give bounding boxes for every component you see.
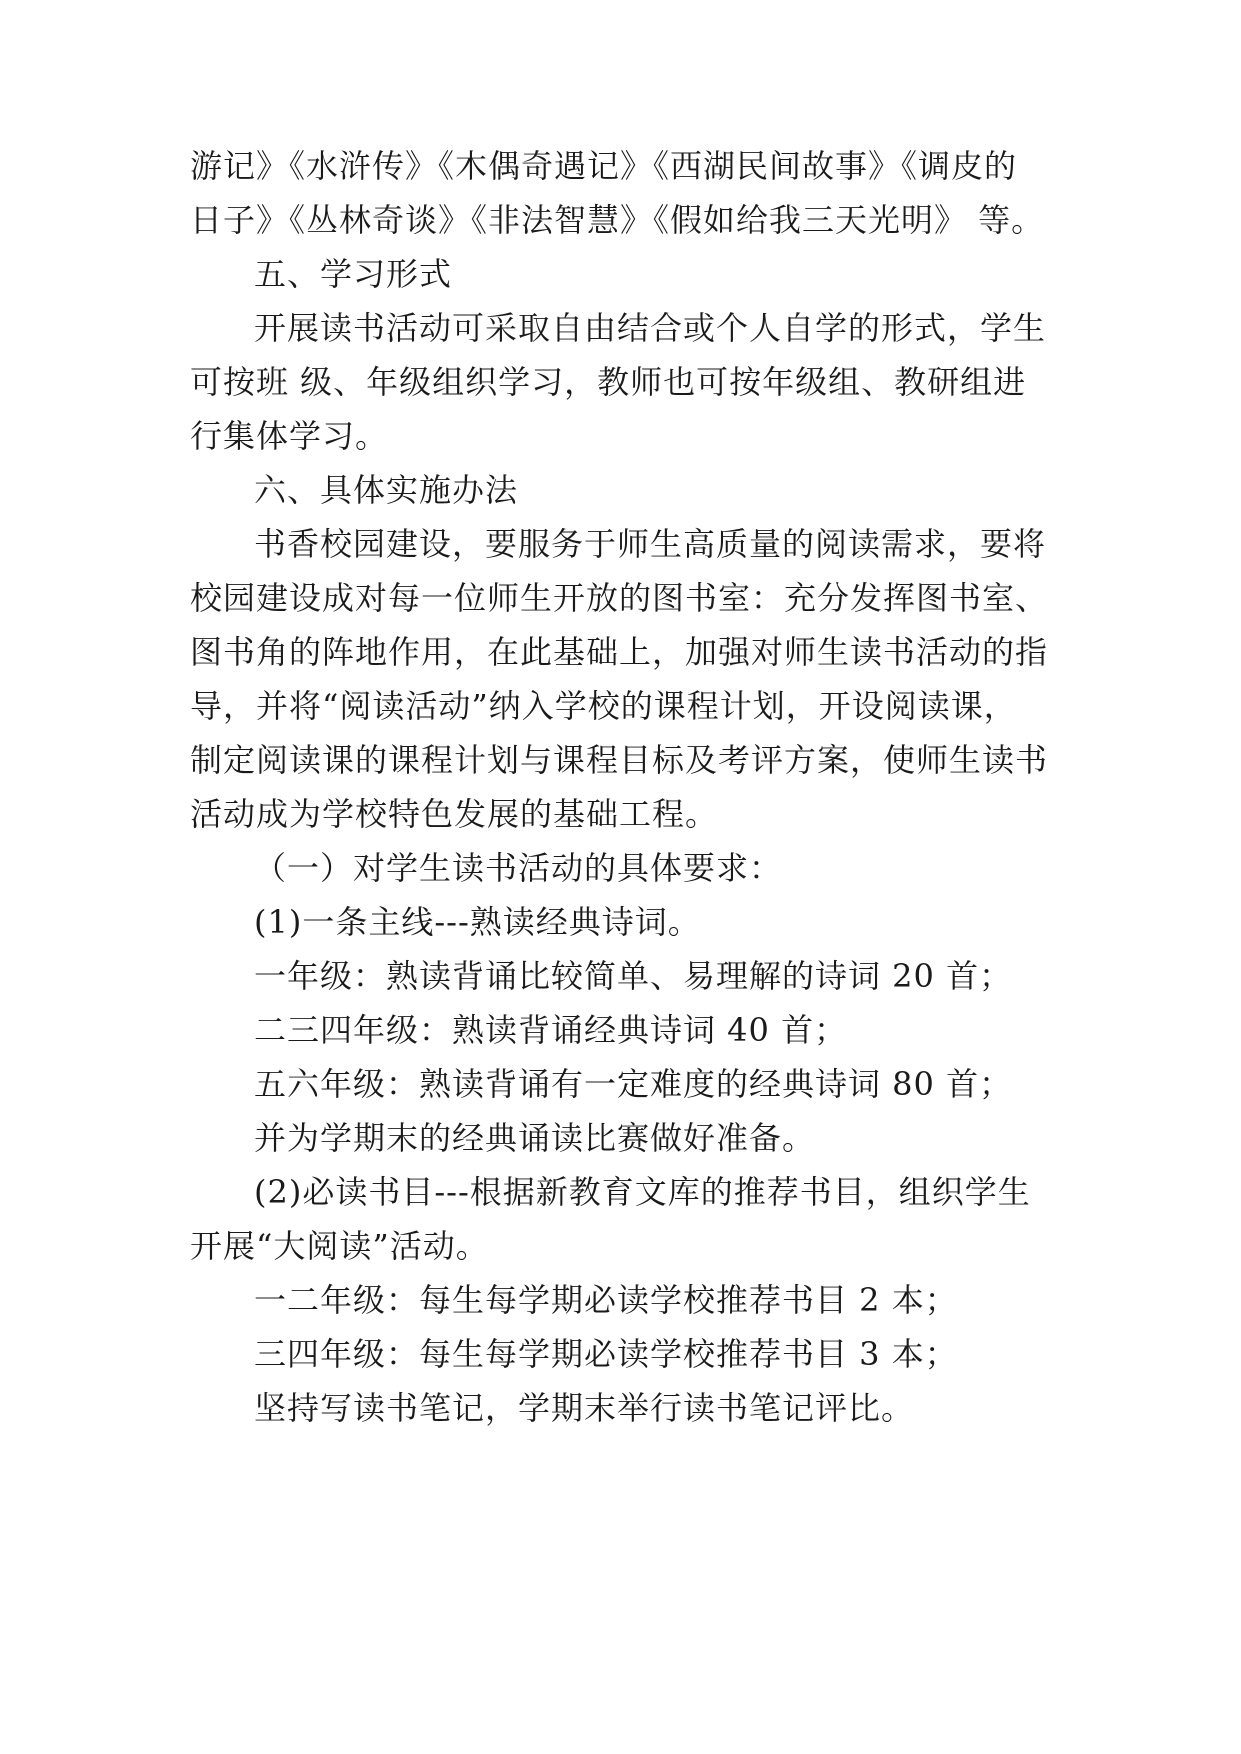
text-line: 并为学期末的经典诵读比赛做好准备。 <box>254 1119 816 1157</box>
text-line: 制定阅读课的课程计划与课程目标及考评方案，使师生读书 <box>190 741 1049 779</box>
text-line: 坚持写读书笔记，学期末举行读书笔记评比。 <box>254 1389 915 1427</box>
text-line: 日子》《丛林奇谈》《非法智慧》《假如给我三天光明》 等。 <box>190 201 1045 239</box>
text-line: 校园建设成对每一位师生开放的图书室：充分发挥图书室、 <box>190 579 1049 617</box>
section-heading-learning-form: 五、学习形式 <box>254 255 453 293</box>
text-line: 开展读书活动可采取自由结合或个人自学的形式，学生 <box>254 309 1047 347</box>
section-heading-implementation: 六、具体实施办法 <box>254 471 519 509</box>
text-line: 书香校园建设，要服务于师生高质量的阅读需求，要将 <box>254 525 1047 563</box>
text-line: 导，并将“阅读活动”纳入学校的课程计划，开设阅读课， <box>190 687 1017 725</box>
text-line: 三四年级：每生每学期必读学校推荐书目 3 本； <box>254 1335 958 1373</box>
text-line: 活动成为学校特色发展的基础工程。 <box>190 795 719 833</box>
text-line: 五六年级：熟读背诵有一定难度的经典诗词 80 首； <box>254 1065 1013 1103</box>
subsection-heading-student-requirements: （一）对学生读书活动的具体要求： <box>254 849 783 887</box>
text-line: 一二年级：每生每学期必读学校推荐书目 2 本； <box>254 1281 958 1319</box>
text-line: 图书角的阵地作用，在此基础上，加强对师生读书活动的指 <box>190 633 1049 671</box>
text-line: 可按班 级、年级组织学习，教师也可按年级组、教研组进 <box>190 363 1027 401</box>
text-line: 开展“大阅读”活动。 <box>190 1227 489 1265</box>
text-line: 游记》《水浒传》《木偶奇遇记》《西湖民间故事》《调皮的 <box>190 147 1018 185</box>
text-line: 二三四年级：熟读背诵经典诗词 40 首； <box>254 1011 848 1049</box>
text-line: 行集体学习。 <box>190 417 389 455</box>
text-line: 一年级：熟读背诵比较简单、易理解的诗词 20 首； <box>254 957 1013 995</box>
text-line: (1)一条主线---熟读经典诗词。 <box>254 903 701 941</box>
text-line: (2)必读书目---根据新教育文库的推荐书目，组织学生 <box>254 1173 1031 1211</box>
